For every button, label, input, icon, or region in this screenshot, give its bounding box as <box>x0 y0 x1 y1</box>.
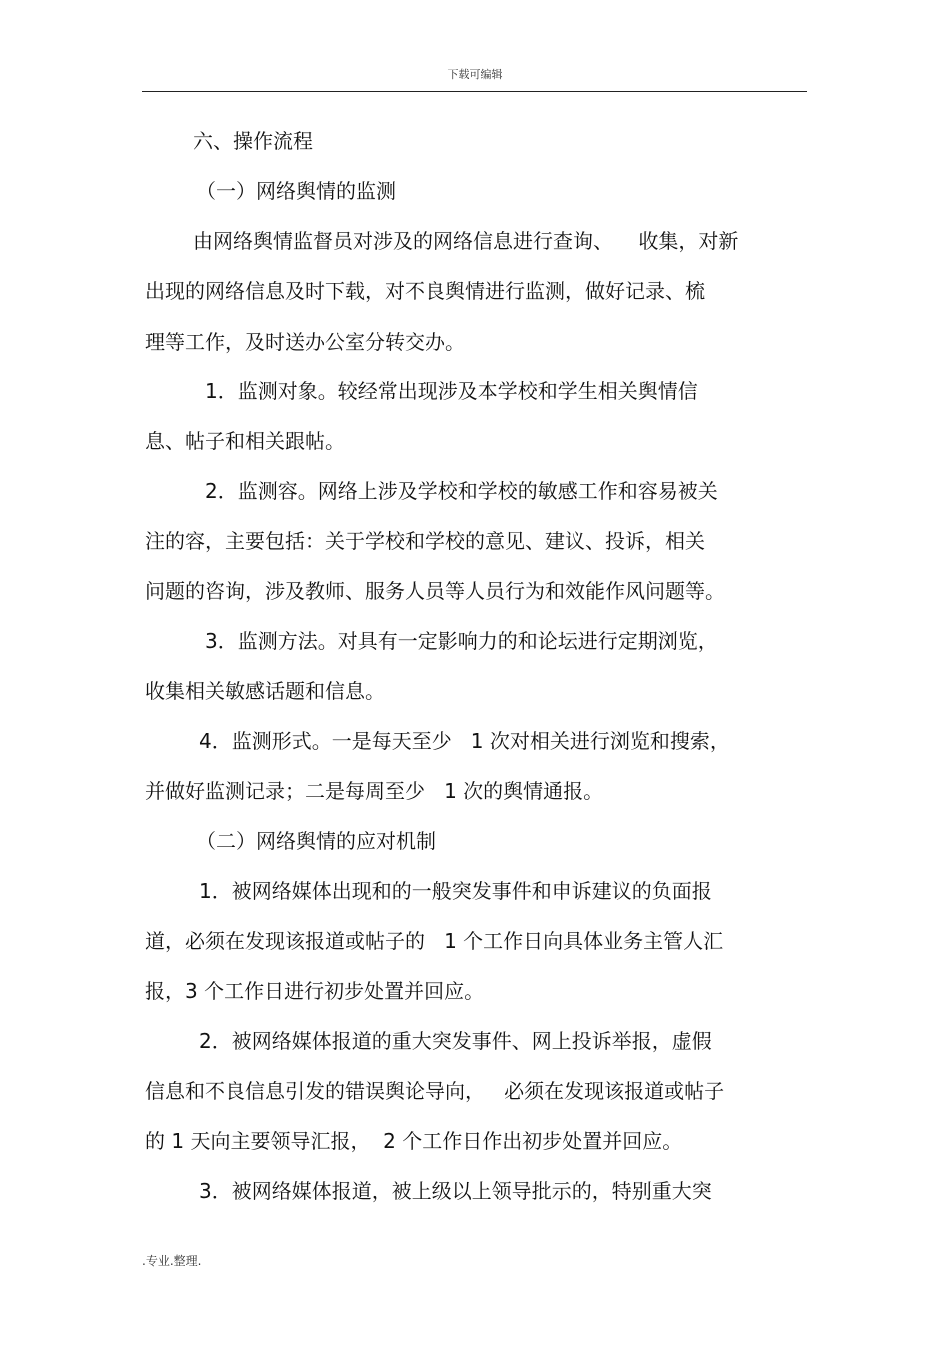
list-item-line: 1．监测对象。较经常出现涉及本学校和学生相关舆情信 <box>205 379 698 403</box>
paragraph-line: 理等工作，及时送办公室分转交办。 <box>145 330 465 354</box>
list-item-line: 问题的咨询，涉及教师、服务人员等人员行为和效能作风问题等。 <box>145 579 725 603</box>
subsection-heading: （一）网络舆情的监测 <box>196 179 396 203</box>
list-item-line: 注的容，主要包括：关于学校和学校的意见、建议、投诉，相关 <box>145 529 705 553</box>
list-item-line: 收集相关敏感话题和信息。 <box>145 679 385 703</box>
list-item-line: 1．被网络媒体出现和的一般突发事件和申诉建议的负面报 <box>199 879 712 903</box>
list-item-line: 2．被网络媒体报道的重大突发事件、网上投诉举报，虚假 <box>199 1029 712 1053</box>
paragraph-line: 出现的网络信息及时下载，对不良舆情进行监测，做好记录、梳 <box>145 279 705 303</box>
section-heading: 六、操作流程 <box>193 129 313 153</box>
list-item-line: 并做好监测记录；二是每周至少 1 次的舆情通报。 <box>145 779 604 803</box>
list-item-line: 3．被网络媒体报道，被上级以上领导批示的，特别重大突 <box>199 1179 712 1203</box>
list-item-line: 的 1 天向主要领导汇报， 2 个工作日作出初步处置并回应。 <box>145 1129 683 1153</box>
list-item-line: 信息和不良信息引发的错误舆论导向， 必须在发现该报道或帖子 <box>145 1079 725 1103</box>
paragraph-line: 由网络舆情监督员对涉及的网络信息进行查询、 收集，对新 <box>193 229 739 253</box>
list-item-line: 报，3 个工作日进行初步处置并回应。 <box>145 979 485 1003</box>
list-item-line: 2．监测容。网络上涉及学校和学校的敏感工作和容易被关 <box>205 479 718 503</box>
subsection-heading: （二）网络舆情的应对机制 <box>196 829 436 853</box>
page-footer: .专业.整理. <box>142 1254 202 1268</box>
list-item-line: 4．监测形式。一是每天至少 1 次对相关进行浏览和搜索， <box>199 729 730 753</box>
list-item-line: 道，必须在发现该报道或帖子的 1 个工作日向具体业务主管人汇 <box>145 929 724 953</box>
header-divider <box>142 91 807 92</box>
list-item-line: 息、帖子和相关跟帖。 <box>145 429 345 453</box>
page-header: 下载可编辑 <box>447 68 503 81</box>
list-item-line: 3．监测方法。对具有一定影响力的和论坛进行定期浏览， <box>205 629 718 653</box>
